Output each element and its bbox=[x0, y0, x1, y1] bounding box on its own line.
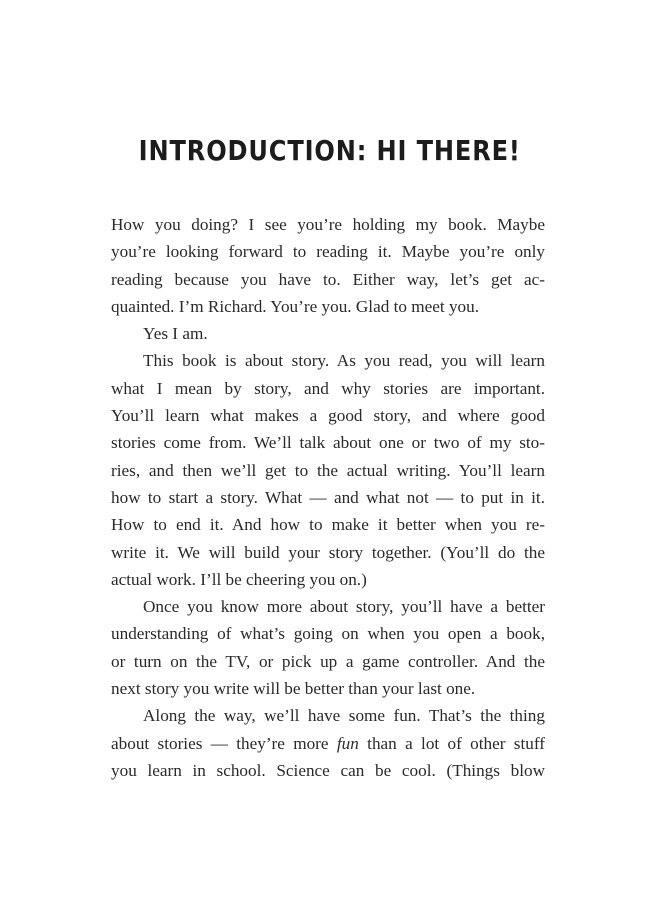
paragraph-3 bbox=[111, 347, 545, 593]
paragraph-1 bbox=[111, 211, 545, 320]
text-line: How to end it. And how to make it better when you re- bbox=[111, 515, 545, 535]
paragraph-4 bbox=[111, 593, 545, 702]
text-line: quainted. I’m Richard. You’re you. Glad to meet you. bbox=[111, 296, 480, 316]
chapter-title: INTRODUCTION: HI THERE! bbox=[138, 134, 521, 167]
text-line: reading because you have to. Either way, let’s get ac- bbox=[111, 269, 545, 289]
text-line: You’ll learn what makes a good story, and where good bbox=[111, 406, 545, 426]
text-line: How you doing? I see you’re holding my book. Maybe bbox=[111, 215, 545, 234]
text-line: write it. We will build your story together. (You’ll do the bbox=[111, 542, 545, 562]
chapter-body bbox=[111, 211, 545, 784]
text-line: ries, and then we’ll get to the actual writing. You’ll learn bbox=[111, 460, 545, 480]
text-line: you’re looking forward to reading it. Maybe you’re only bbox=[111, 242, 545, 262]
text-line: Once you know more about story, you’ll have a better bbox=[143, 597, 545, 617]
text-line: This book is about story. As you read, you will learn bbox=[143, 351, 545, 371]
paragraph-5 bbox=[111, 702, 545, 784]
text-line: what I mean by story, and why stories are important. bbox=[111, 378, 545, 398]
text-line: you learn in school. Science can be cool. (Things blow bbox=[111, 760, 545, 780]
text-line: understanding of what’s going on when you open a book, bbox=[111, 624, 545, 644]
text-line: or turn on the TV, or pick up a game controller. And the bbox=[111, 651, 545, 671]
text-line: how to start a story. What — and what not — to put in it. bbox=[111, 487, 545, 507]
text-line: stories come from. We’ll talk about one or two of my sto- bbox=[111, 433, 545, 453]
emphasized-word: fun bbox=[336, 733, 359, 753]
text-line-with-emphasis bbox=[111, 730, 545, 757]
text-segment: about stories — they’re more bbox=[111, 733, 337, 753]
text-line: actual work. I’ll be cheering you on.) bbox=[111, 569, 367, 589]
paragraph-2 bbox=[111, 320, 545, 347]
text-segment: than a lot of other stuff bbox=[358, 733, 545, 753]
text-line: Along the way, we’ll have some fun. That’s the thing bbox=[143, 706, 545, 726]
text-line: next story you write will be better than your last one. bbox=[111, 679, 476, 699]
text-line: Yes I am. bbox=[143, 324, 208, 344]
